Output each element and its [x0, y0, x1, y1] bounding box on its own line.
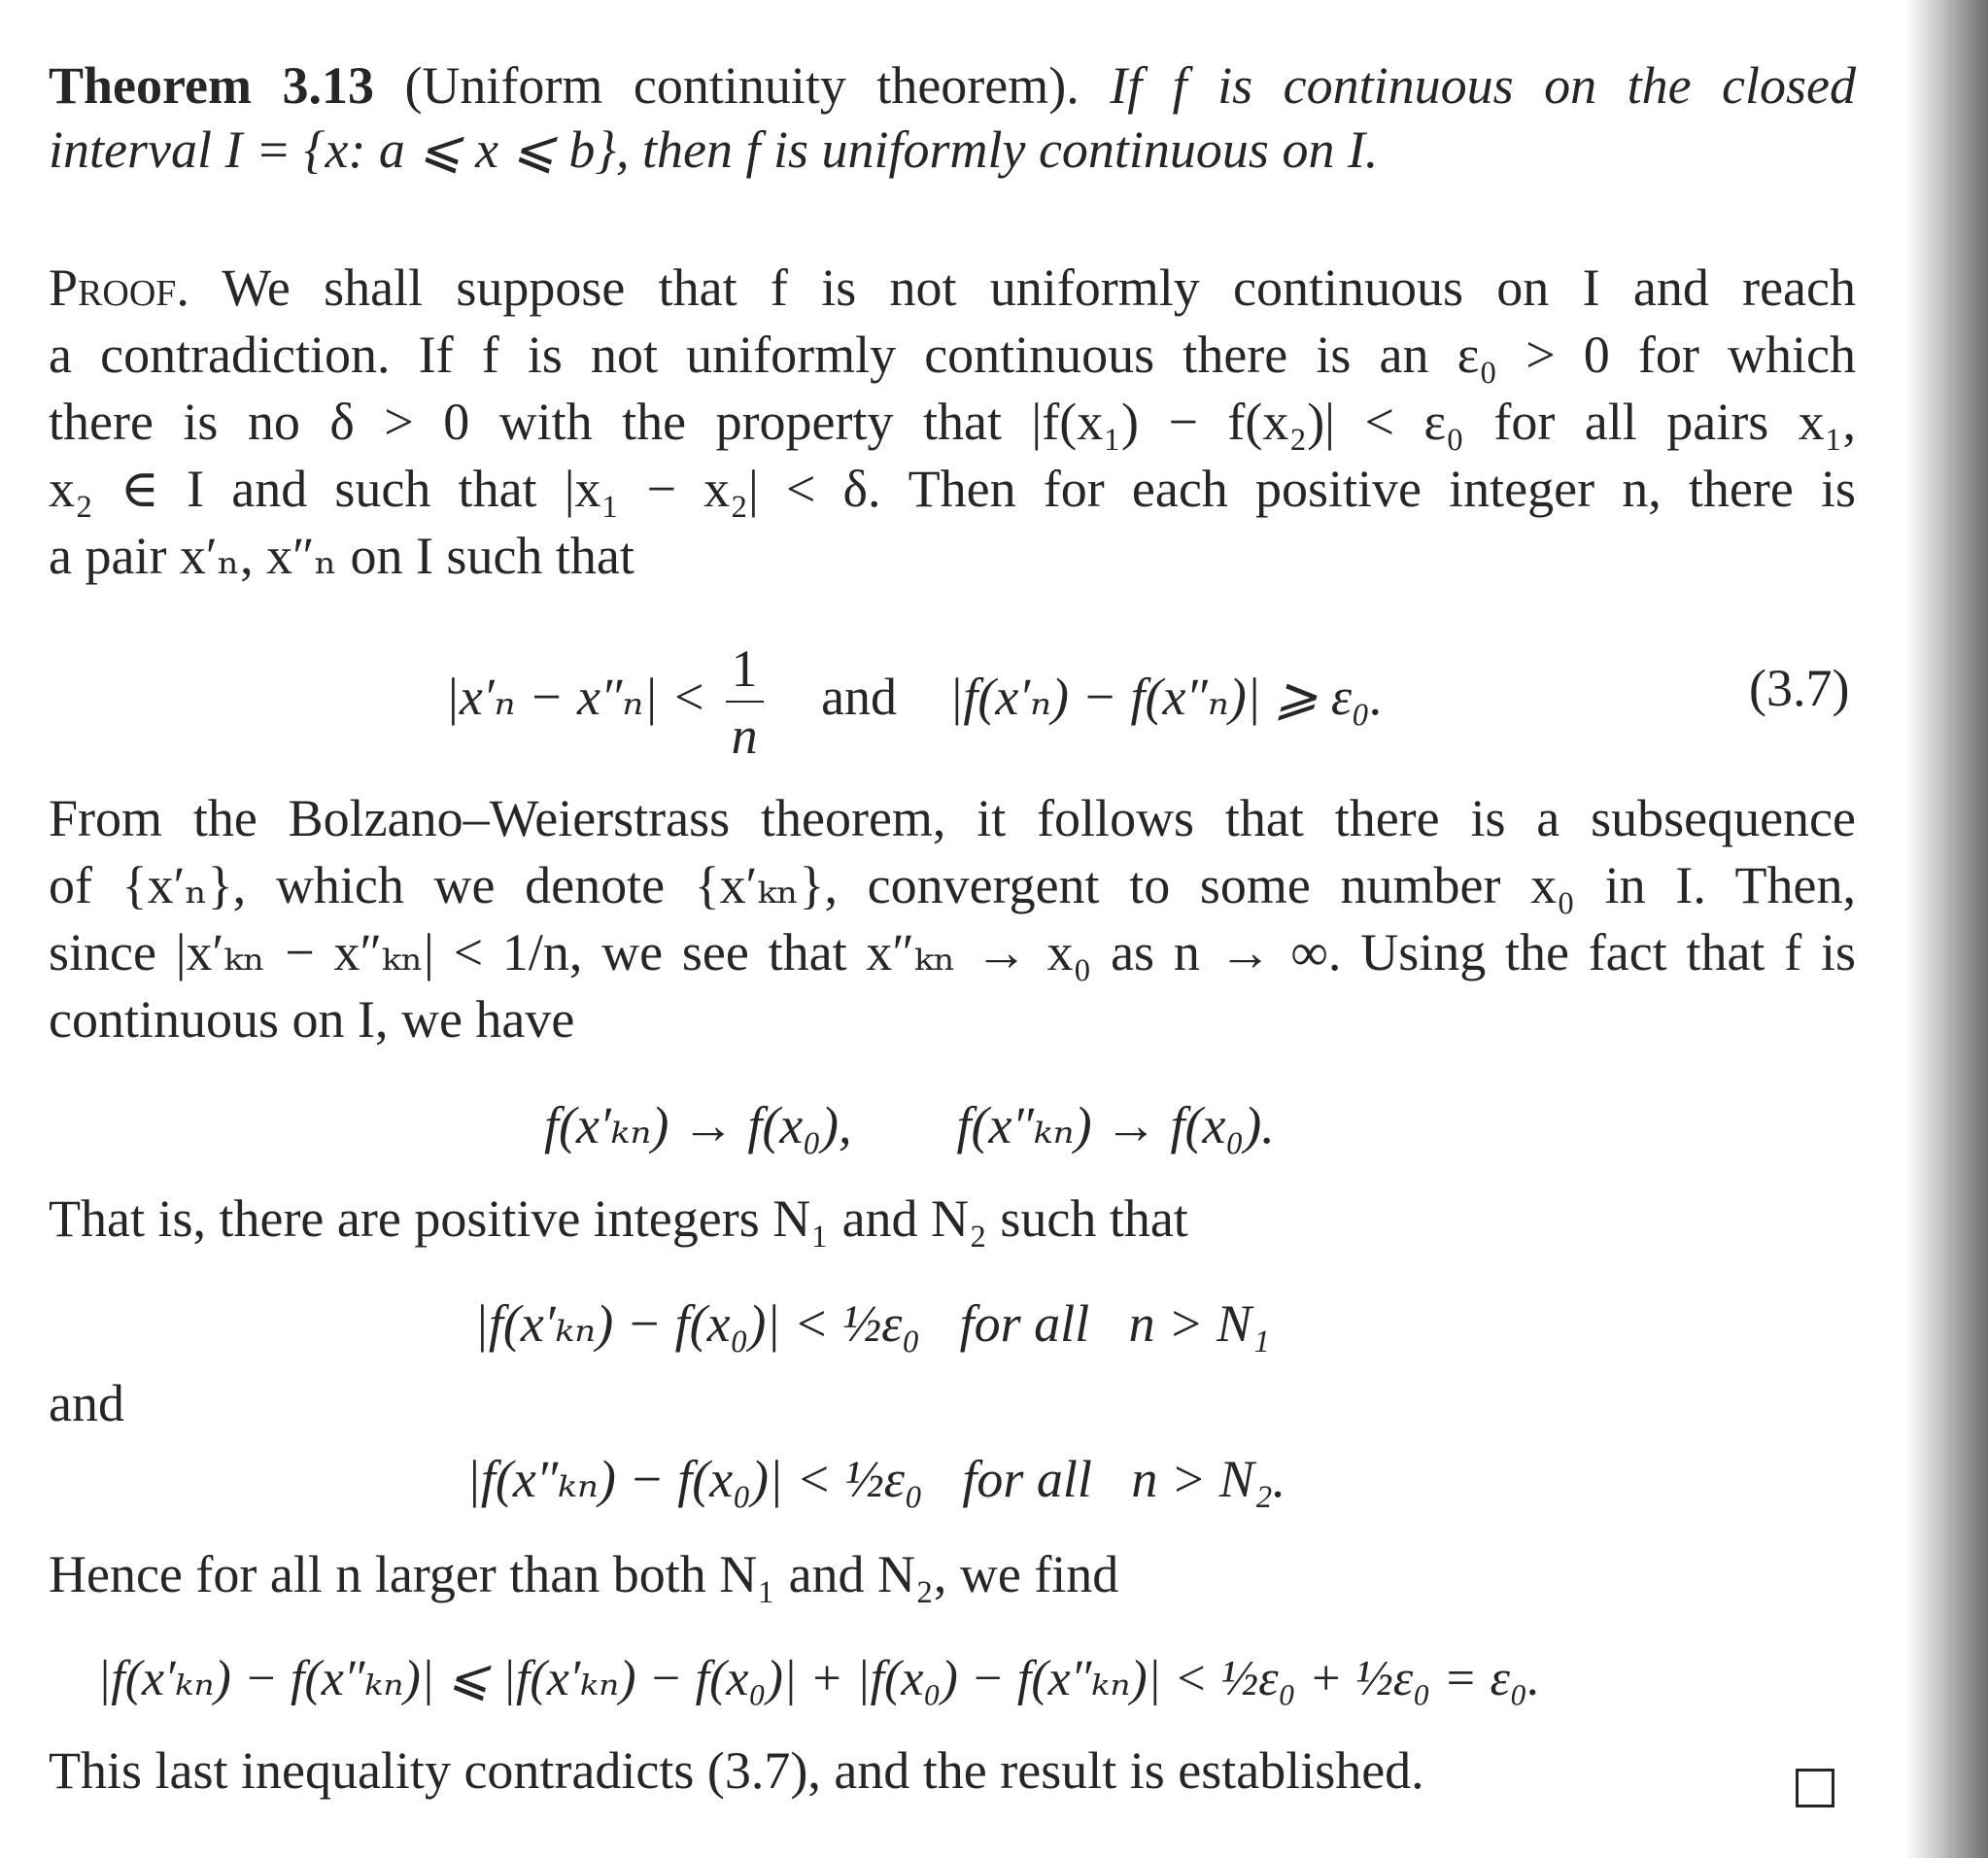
theorem-line-2: interval I = {x: a ⩽ x ⩽ b}, then f is uniformly continuous on I.	[49, 120, 1379, 179]
theorem-statement-1: If f is continuous on the closed	[1110, 56, 1857, 115]
proof-line-6: From the Bolzano–Weierstrass theorem, it follows that there is a subsequence	[49, 789, 1856, 847]
theorem-line-1	[49, 54, 1856, 117]
proof-line-4: x₂ ∈ I and such that |x₁ − x₂| < δ. Then for each positive integer n, there is	[49, 460, 1856, 518]
eq37-left: |x′ₙ − x″ₙ| <	[445, 668, 707, 727]
qed-box-icon	[1796, 1769, 1834, 1807]
equation-number-3-7: (3.7)	[1749, 659, 1850, 717]
proof-line-8: since |x′ₖₙ − x″ₖₙ| < 1/n, we see that x″ₖₙ → x₀ as n → ∞. Using the fact that f is	[49, 923, 1856, 981]
proof-line-3: there is no δ > 0 with the property that |f(x₁) − f(x₂)| < ε₀ for all pairs x₁,	[49, 393, 1856, 451]
proof-line-11: Hence for all n larger than both N₁ and N₂, we find	[49, 1545, 1119, 1603]
proof-line-9: continuous on I, we have	[49, 990, 575, 1049]
proof-line-7: of {x′ₙ}, which we denote {x′ₖₙ}, convergent to some number x₀ in I. Then,	[49, 856, 1856, 914]
and-word: and	[49, 1374, 124, 1432]
proof-line-12: This last inequality contradicts (3.7), and the result is established.	[49, 1741, 1424, 1800]
theorem-name: (Uniform continuity theorem).	[404, 56, 1080, 115]
eq37-fraction: $\frac{1}{n}$	[726, 641, 764, 763]
theorem-label: Theorem 3.13	[49, 56, 374, 115]
eq37-right: |f(x′ₙ) − f(x″ₙ)| ⩾ ε₀.	[948, 668, 1384, 727]
proof-line-1: Proof. We shall suppose that f is not uniformly continuous on I and reach	[49, 258, 1856, 317]
page-gutter-shadow	[1904, 0, 1988, 1858]
eq37-and: and	[821, 668, 898, 727]
proof-label: Proof.	[49, 258, 189, 317]
proof-line-10: That is, there are positive integers N₁ and N₂ such that	[49, 1189, 1188, 1248]
equation-n2: |f(x″ₖₙ) − f(x₀)| < ½ε₀ for all n > N₂.	[466, 1450, 1286, 1508]
equation-limits: f(x′ₖₙ) → f(x₀), f(x″ₖₙ) → f(x₀).	[544, 1096, 1275, 1154]
equation-final: |f(x′ₖₙ) − f(x″ₖₙ)| ⩽ |f(x′ₖₙ) − f(x₀)| + |f(x₀) − f(x″ₖₙ)| < ½ε₀ + ½ε₀ = ε₀.	[97, 1651, 1541, 1706]
equation-3-7	[445, 641, 1383, 763]
equation-n1: |f(x′ₖₙ) − f(x₀)| < ½ε₀ for all n > N₁	[474, 1294, 1270, 1353]
proof-line-2: a contradiction. If f is not uniformly continuous there is an ε₀ > 0 for which	[49, 326, 1856, 384]
proof-line-5: a pair x′ₙ, x″ₙ on I such that	[49, 527, 634, 585]
